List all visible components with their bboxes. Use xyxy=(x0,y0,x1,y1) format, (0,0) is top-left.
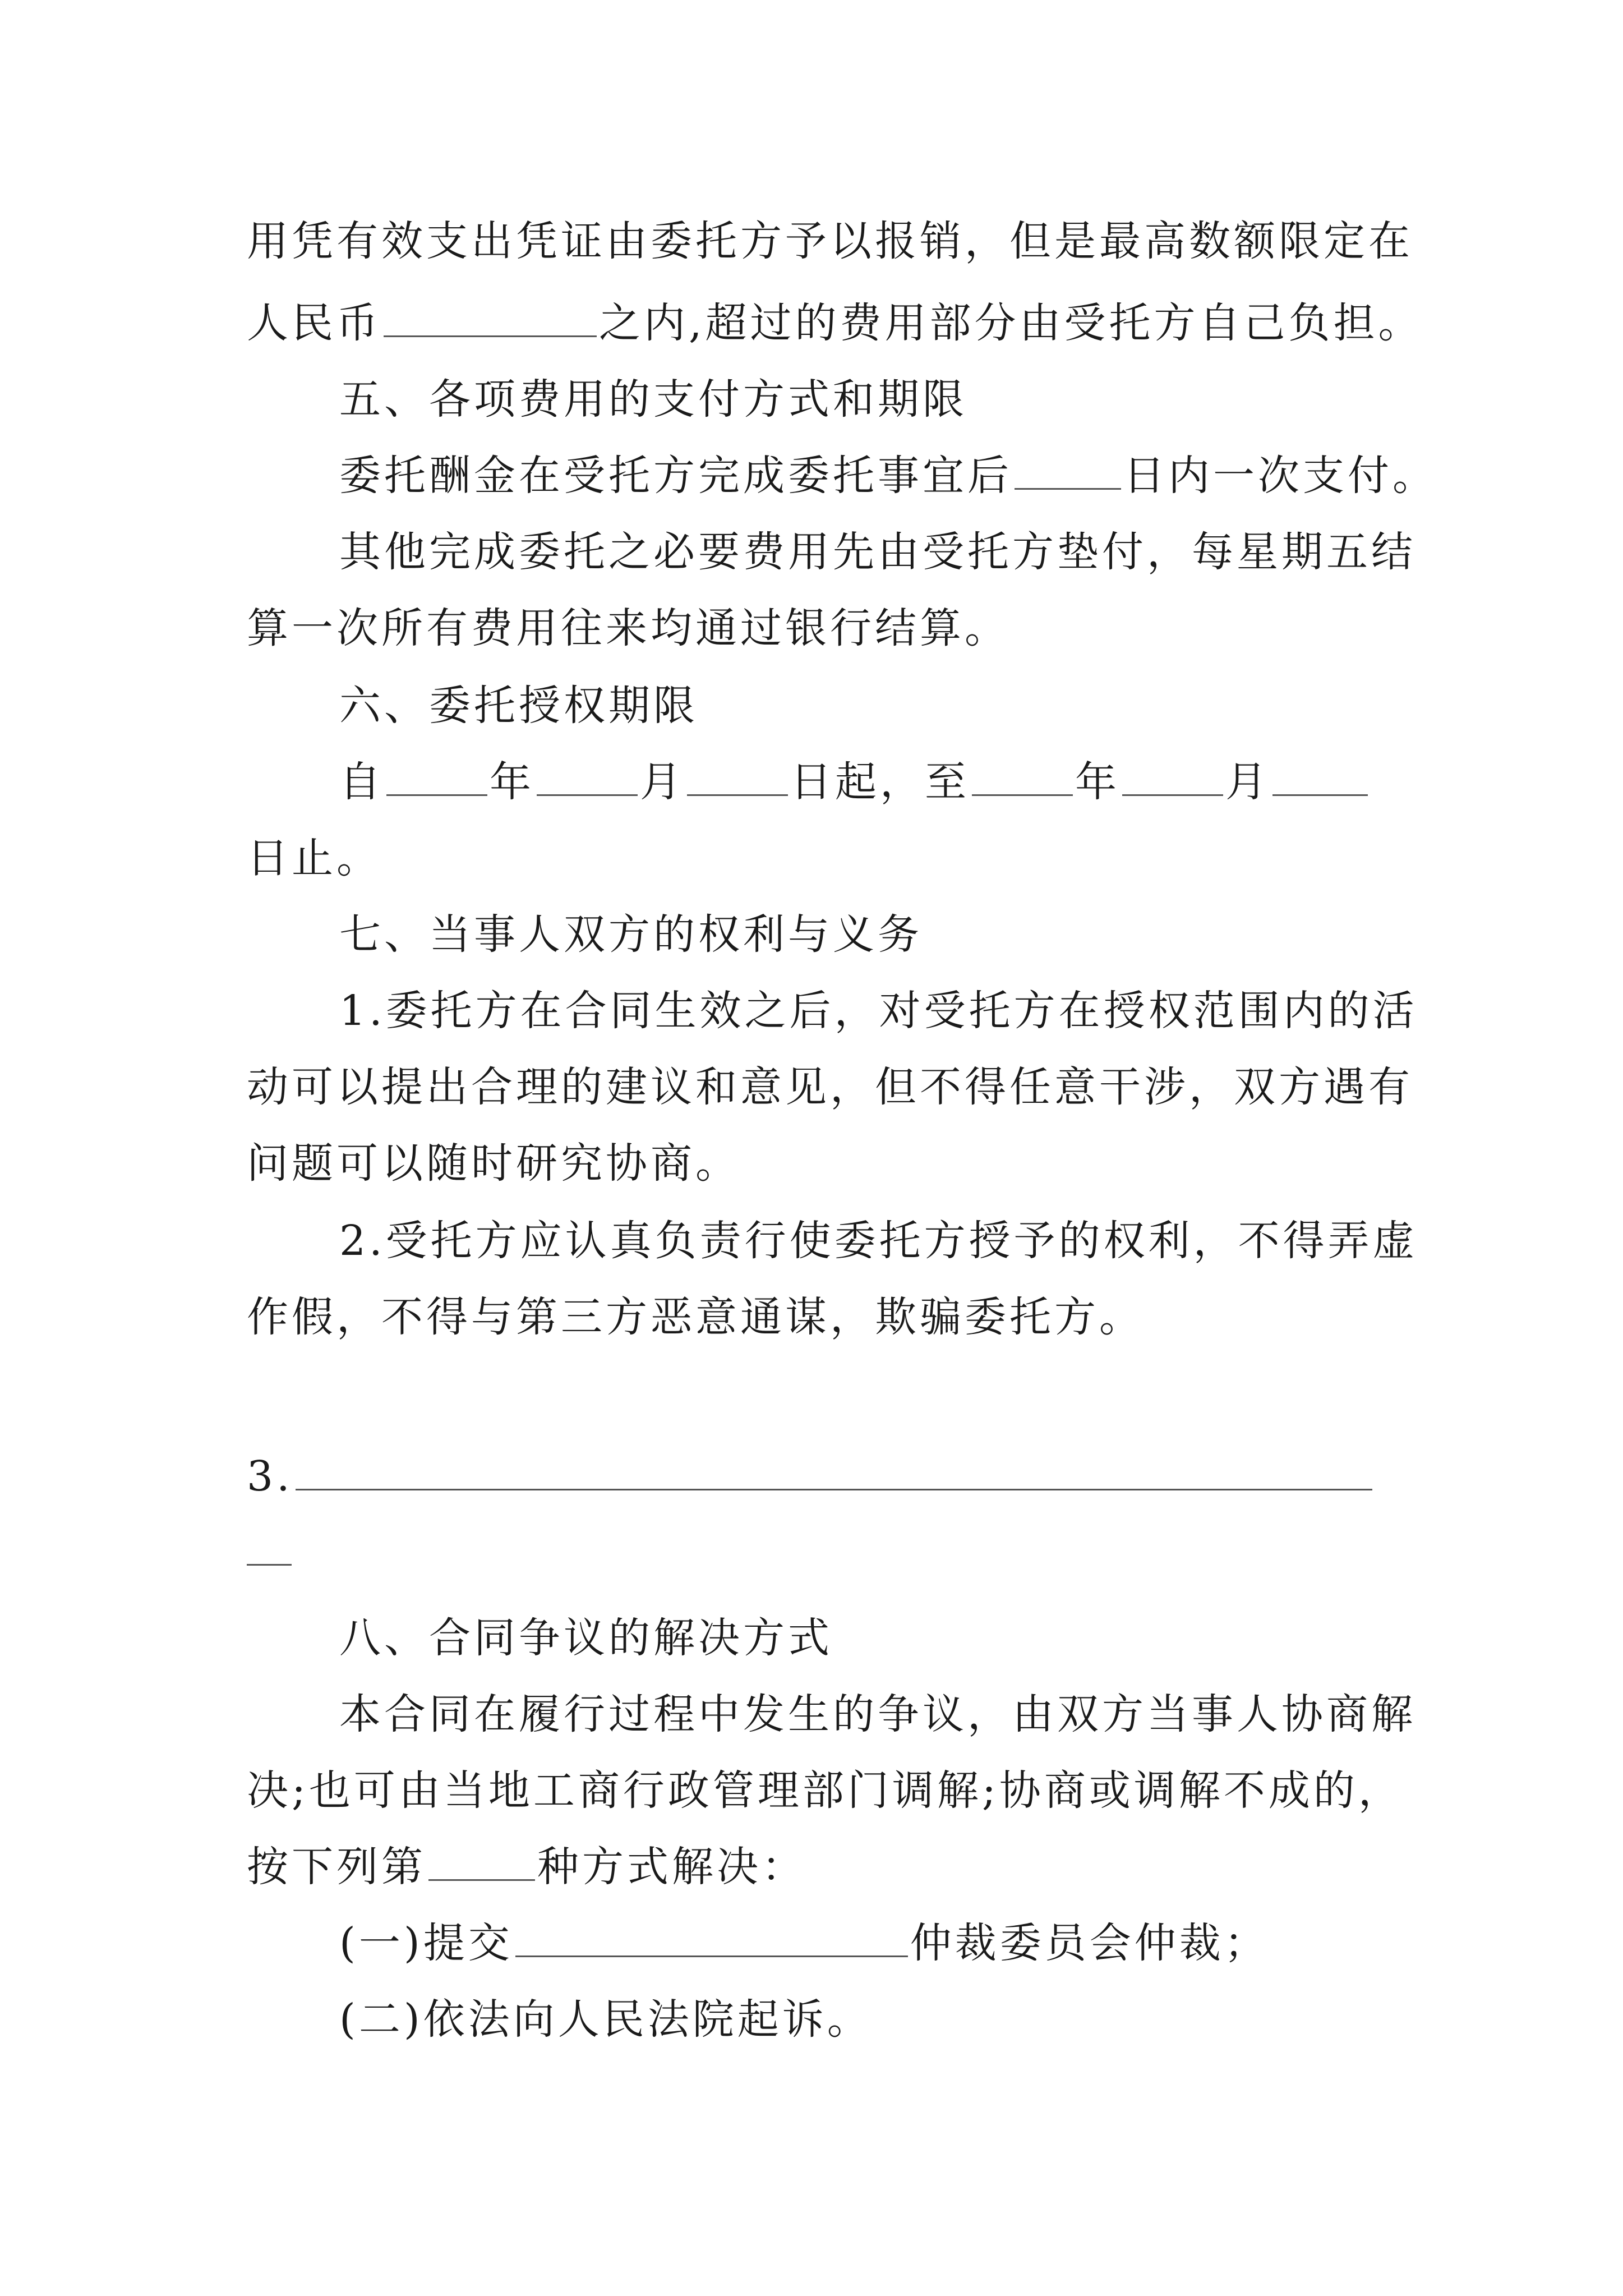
text-line xyxy=(247,1450,1375,1503)
paragraph-text: 动可以提出合理的建议和意见，但不得任意干涉，双方遇有 xyxy=(247,1063,1413,1111)
heading-text: 五、各项费用的支付方式和期限 xyxy=(339,375,967,424)
paragraph-text: 种方式解决： xyxy=(537,1843,806,1891)
paragraph-text: (二)依法向人民法院起诉。 xyxy=(339,1995,872,2044)
fill-in-blank xyxy=(247,1564,292,1566)
paragraph-text: (一)提交 xyxy=(339,1919,513,1967)
paragraph-text: 按下列第 xyxy=(247,1843,426,1891)
text-line xyxy=(247,601,1009,655)
text-line xyxy=(247,1290,1144,1344)
text-line xyxy=(339,1993,872,2046)
text-line xyxy=(247,1764,1403,1818)
paragraph-text: 1.委托方在合同生效之后，对受托方在授权范围内的活 xyxy=(339,987,1418,1035)
paragraph-text: 日止。 xyxy=(247,834,381,882)
text-line xyxy=(247,296,1423,350)
heading-text: 六、委托授权期限 xyxy=(339,682,698,730)
text-line xyxy=(339,755,1370,809)
paragraph-text: 人民币 xyxy=(247,299,381,347)
text-line xyxy=(339,525,1416,579)
section-heading xyxy=(339,908,923,961)
fill-in-blank xyxy=(384,298,597,337)
section-heading xyxy=(339,1611,833,1665)
text-line xyxy=(247,1137,740,1190)
paragraph-text: 日内一次支付。 xyxy=(1123,452,1437,500)
section-heading xyxy=(339,679,698,733)
fill-in-blank xyxy=(296,1452,1372,1490)
paragraph-text: 年 xyxy=(1075,758,1120,806)
fill-in-blank xyxy=(537,757,638,796)
paragraph-text: 之内,超过的费用部分由受托方自己负担。 xyxy=(599,299,1423,347)
paragraph-text: 日起，至 xyxy=(790,758,970,806)
paragraph-text: 2.受托方应认真负责行使委托方授予的权利，不得弄虚 xyxy=(339,1217,1418,1265)
fill-in-blank xyxy=(687,757,788,796)
text-line xyxy=(339,449,1437,503)
paragraph-text: 决;也可由当地工商行政管理部门调解;协商或调解不成的， xyxy=(247,1766,1403,1815)
paragraph-text: 仲裁委员会仲裁； xyxy=(910,1919,1269,1967)
fill-in-blank xyxy=(1122,757,1223,796)
paragraph-text: 用凭有效支出凭证由委托方予以报销，但是最高数额限定在 xyxy=(247,217,1413,265)
paragraph-text: 算一次所有费用往来均通过银行结算。 xyxy=(247,604,1009,652)
text-line xyxy=(339,984,1418,1038)
fill-in-blank xyxy=(1272,757,1368,796)
fill-in-blank xyxy=(386,757,487,796)
text-line xyxy=(247,214,1413,268)
heading-text: 八、合同争议的解决方式 xyxy=(339,1614,833,1662)
paragraph-text: 其他完成委托之必要费用先由受托方垫付，每星期五结 xyxy=(339,528,1416,576)
text-line xyxy=(339,1916,1269,1970)
paragraph-text: 本合同在履行过程中发生的争议，由双方当事人协商解 xyxy=(339,1690,1416,1738)
section-heading xyxy=(339,372,967,426)
paragraph-text: 年 xyxy=(490,758,534,806)
text-line xyxy=(339,1687,1416,1741)
fill-in-blank xyxy=(1015,451,1121,490)
heading-text: 七、当事人双方的权利与义务 xyxy=(339,910,923,959)
paragraph-text: 月 xyxy=(640,758,685,806)
paragraph-text: 3. xyxy=(247,1452,293,1501)
text-line xyxy=(247,831,381,885)
text-line xyxy=(339,1214,1418,1268)
text-line xyxy=(247,1060,1413,1114)
fill-in-blank xyxy=(428,1842,535,1881)
fill-in-blank xyxy=(972,757,1073,796)
paragraph-text: 月 xyxy=(1225,758,1270,806)
paragraph-text: 委托酬金在受托方完成委托事宜后 xyxy=(339,452,1012,500)
paragraph-text: 问题可以随时研究协商。 xyxy=(247,1139,740,1188)
paragraph-text: 作假，不得与第三方恶意通谋，欺骗委托方。 xyxy=(247,1293,1144,1341)
paragraph-text: 自 xyxy=(339,758,384,806)
fill-in-blank xyxy=(515,1918,908,1957)
text-line xyxy=(247,1840,806,1894)
